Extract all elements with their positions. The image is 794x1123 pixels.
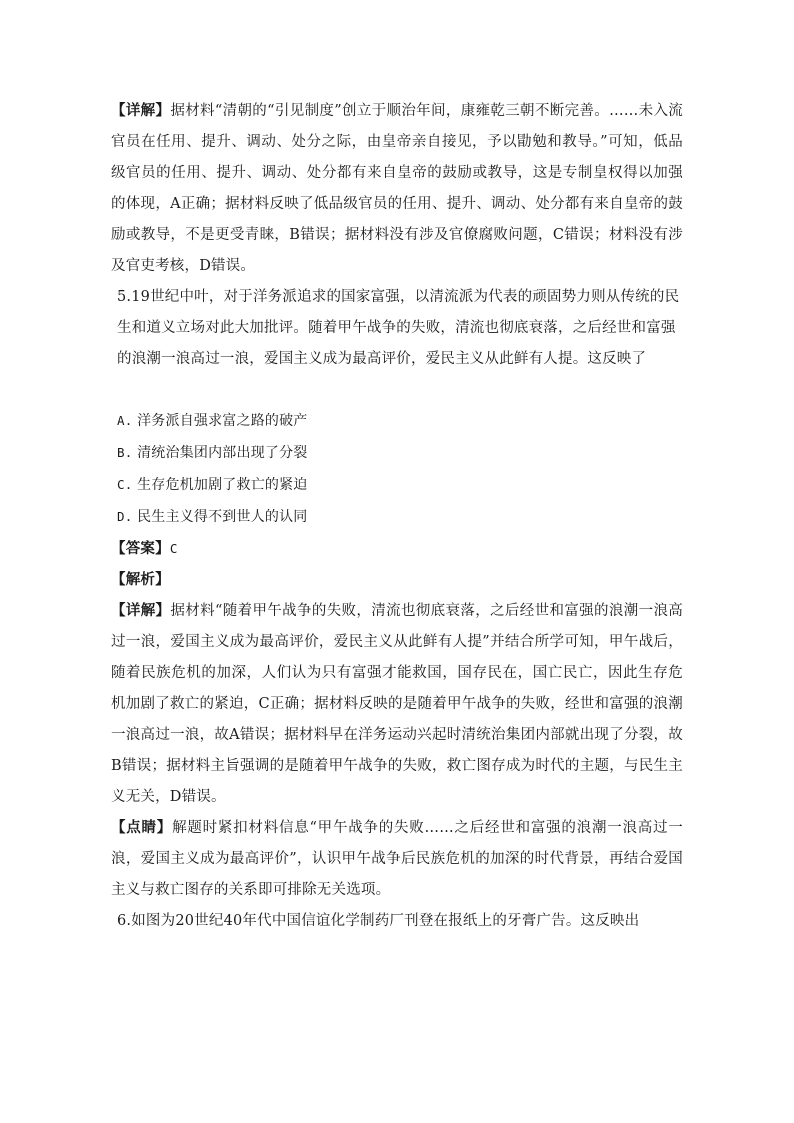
q5-option-d	[117, 501, 683, 533]
q5-answer-value: C	[169, 541, 178, 556]
q5-explanation	[111, 596, 683, 813]
q5-explanation-tag: 【详解】	[111, 603, 171, 619]
q4-explanation-tag: 【详解】	[111, 103, 171, 119]
q5-option-d-text: 民生主义得不到世人的认同	[137, 509, 308, 525]
q5-option-c	[117, 469, 683, 501]
q5-answer	[111, 533, 683, 565]
document-content	[111, 96, 683, 937]
q5-option-c-text: 生存危机加剧了救亡的紧迫	[137, 477, 308, 493]
q5-explanation-text: 据材料“随着甲午战争的失败，清流也彻底衰落，之后经世和富强的浪潮一浪高过一浪，爱国主义成为最高评价，爱民主义从此鲜有人提”并结合所学可知，甲午战后，随着民族危机的加深，人们认为只有富强才能救国，国存民在，国亡民亡，因此生存危机加剧了救亡的紧迫，C正确；据材料反映的是随着甲午战争的失败，经世和富强的浪潮一浪高过一浪，故A错误；据材料早在洋务运动兴起时清统治集团内部就出现了分裂，故B错误；据材料主旨强调的是随着甲午战争的失败，救亡图存成为时代的主题，与民生主义无关，D错误。	[111, 603, 683, 805]
q5-option-b-text: 清统治集团内部出现了分裂	[137, 445, 308, 461]
q5-option-b	[117, 437, 683, 469]
q5-option-d-letter: D.	[117, 509, 133, 524]
q6-stem: 6.如图为20世纪40年代中国信谊化学制药厂刊登在报纸上的牙膏广告。这反映出	[117, 913, 640, 929]
q5-tip	[111, 813, 683, 906]
q5-answer-tag: 【答案】	[111, 541, 170, 557]
q5-option-a-letter: A.	[117, 413, 133, 428]
q4-explanation	[111, 96, 683, 282]
q5-option-c-letter: C.	[117, 477, 133, 492]
q5-analysis-tag: 【解析】	[111, 572, 170, 588]
q5-tip-text: 解题时紧扣材料信息“甲午战争的失败……之后经世和富强的浪潮一浪高过一浪，爱国主义成为最高评价”，认识甲午战争后民族危机的加深的时代背景，再结合爱国主义与救亡图存的关系即可排除无关选项。	[111, 820, 683, 898]
q5-option-a	[117, 405, 683, 437]
q4-explanation-text: 据材料“清朝的“引见制度”创立于顺治年间，康雍乾三朝不断完善。……未入流官员在任用、提升、调动、处分之际，由皇帝亲自接见，予以勖勉和教导。”可知，低品级官员的任用、提升、调动、处分都有来自皇帝的鼓励或教导，这是专制皇权得以加强的体现，A正确；据材料反映了低品级官员的任用、提升、调动、处分都有来自皇帝的鼓励或教导，不是更受青睐，B错误；据材料没有涉及官僚腐败问题，C错误；材料没有涉及官吏考核，D错误。	[111, 103, 683, 274]
q5-option-a-text: 洋务派自强求富之路的破产	[137, 413, 308, 429]
q5-analysis	[111, 565, 683, 596]
q5-option-b-letter: B.	[117, 445, 133, 460]
q5-stem: 5.19世纪中叶，对于洋务派追求的国家富强，以清流派为代表的顽固势力则从传统的民生和道义立场对此大加批评。随着甲午战争的失败，清流也彻底衰落，之后经世和富强的浪潮一浪高过一浪，爱国主义成为最高评价，爱民主义从此鲜有人提。这反映了	[117, 289, 680, 367]
q5-tip-tag: 【点睛】	[111, 820, 173, 836]
q5-options	[117, 405, 683, 533]
